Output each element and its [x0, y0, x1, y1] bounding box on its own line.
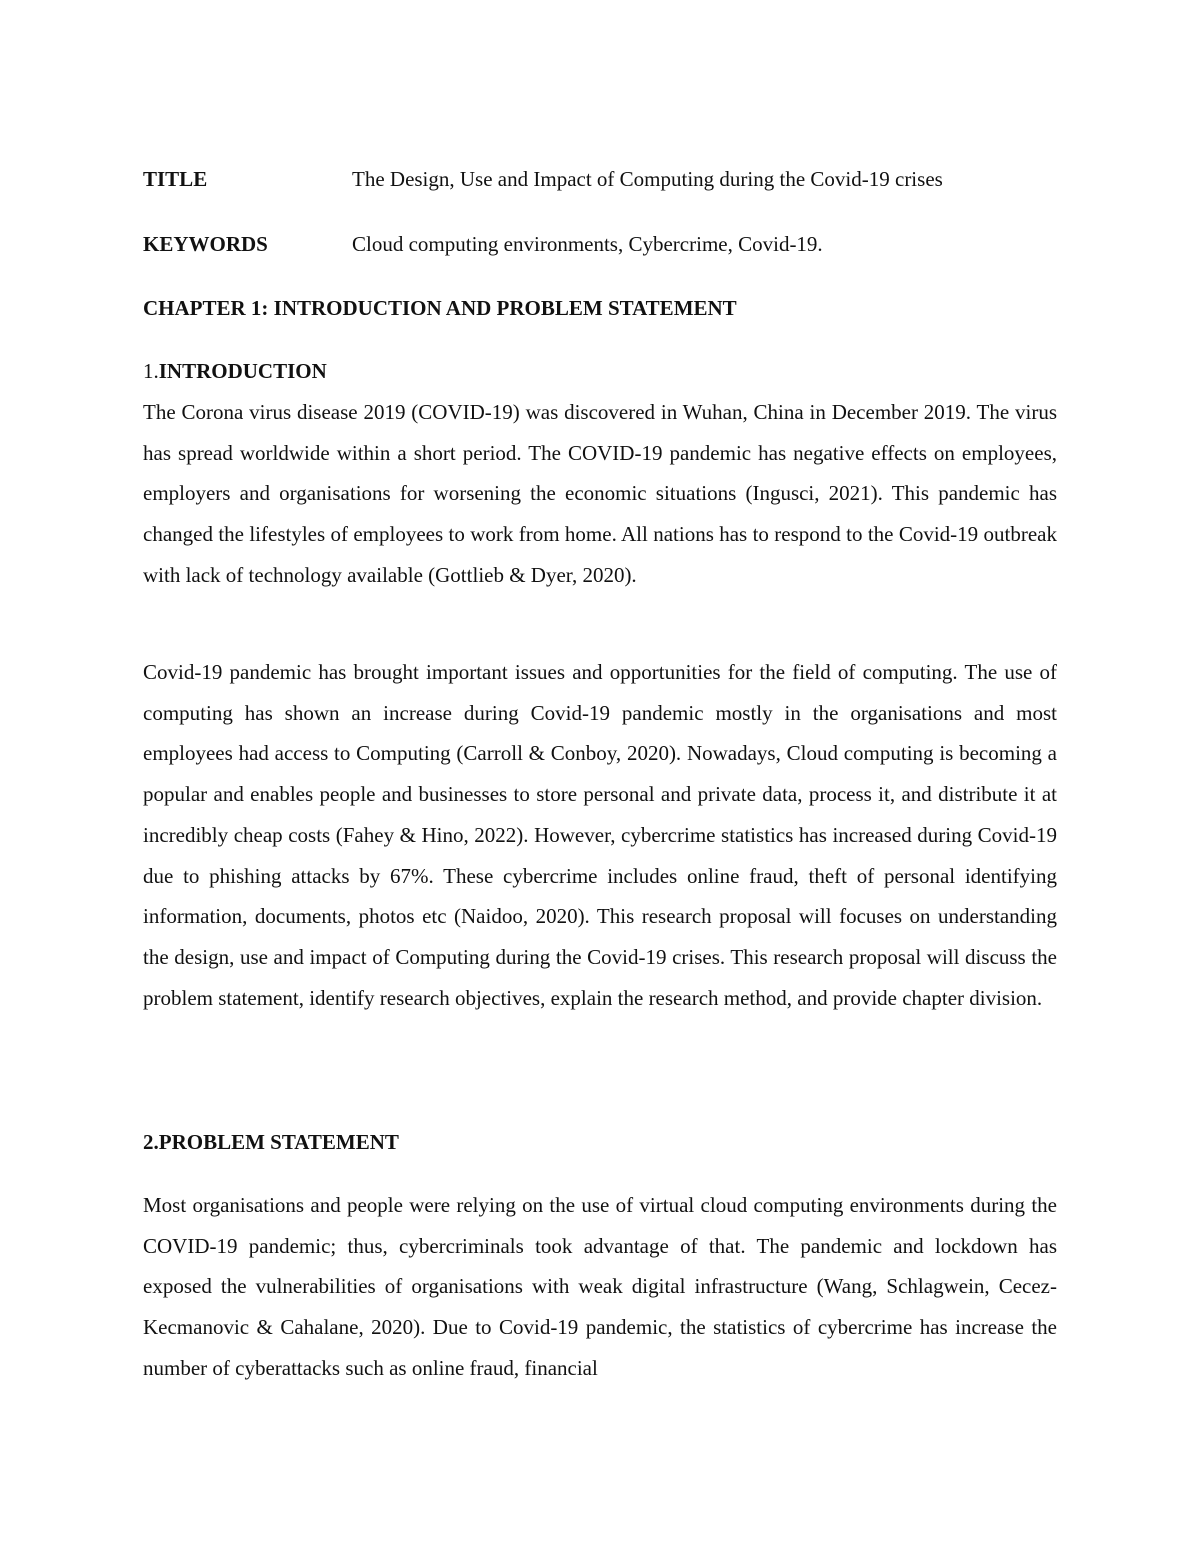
problem-statement-heading: 2.PROBLEM STATEMENT — [143, 1130, 399, 1154]
title-label: TITLE — [143, 167, 208, 191]
introduction-paragraph-1: The Corona virus disease 2019 (COVID-19) was discovered in Wuhan, China in December 2019. The virus has spread worldwide within a short period. The COVID-19 pandemic has negative effects on employees, employers and organisations for worsening the economic situations (Ingusci, 2021). This pandemic has changed the lifestyles of employees to work from home. All nations has to respond to the Covid-19 outbreak with lack of technology available (Gottlieb & Dyer, 2020). — [143, 400, 1057, 587]
introduction-heading-text: INTRODUCTION — [158, 359, 327, 383]
problem-statement-paragraph: Most organisations and people were relying on the use of virtual cloud computing environments during the COVID-19 pandemic; thus, cybercriminals took advantage of that. The pandemic and lockdown has exposed the vulnerabilities of organisations with weak digital infrastructure (Wang, Schlagwein, Cecez-Kecmanovic & Cahalane, 2020). Due to Covid-19 pandemic, the statistics of cybercrime has increase the number of cyberattacks such as online fraud, financial — [143, 1193, 1057, 1380]
introduction-heading — [143, 357, 327, 385]
introduction-number: 1. — [143, 359, 159, 383]
introduction-paragraph-2: Covid-19 pandemic has brought important issues and opportunities for the field of computing. The use of computing has shown an increase during Covid-19 pandemic mostly in the organisations and most employees had access to Computing (Carroll & Conboy, 2020). Nowadays, Cloud computing is becoming a popular and enables people and businesses to store personal and private data, process it, and distribute it at incredibly cheap costs (Fahey & Hino, 2022). However, cybercrime statistics has increased during Covid-19 due to phishing attacks by 67%. These cybercrime includes online fraud, theft of personal identifying information, documents, photos etc (Naidoo, 2020). This research proposal will focuses on understanding the design, use and impact of Computing during the Covid-19 crises. This research proposal will discuss the problem statement, identify research objectives, explain the research method, and provide chapter division. — [143, 660, 1057, 1010]
title-value: The Design, Use and Impact of Computing during the Covid-19 crises — [352, 167, 943, 191]
chapter-heading: CHAPTER 1: INTRODUCTION AND PROBLEM STATEMENT — [143, 296, 737, 320]
keywords-value: Cloud computing environments, Cybercrime, Covid-19. — [352, 232, 823, 256]
keywords-label: KEYWORDS — [143, 232, 268, 256]
